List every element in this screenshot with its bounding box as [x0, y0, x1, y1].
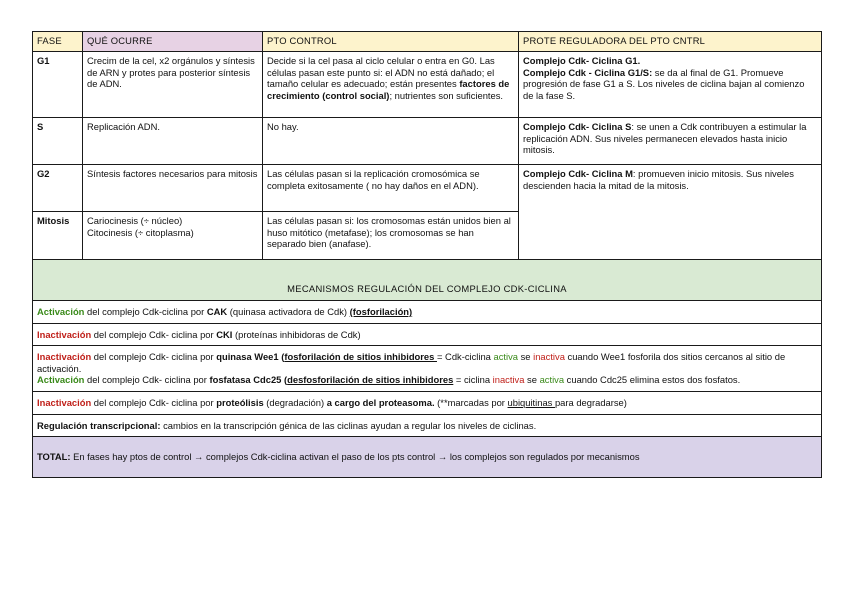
prote-g2: Complejo Cdk- Ciclina M: promueven inicio mitosis. Sus niveles descienden hacia la mitad de la mitosis.: [519, 165, 822, 260]
mech-row-proteolisis: [33, 391, 822, 414]
header-ocurre: QUÉ OCURRE: [83, 32, 263, 52]
header-control: PTO CONTROL: [263, 32, 519, 52]
mechanisms-title: MECANISMOS REGULACIÓN DEL COMPLEJO CDK-CICLINA: [33, 260, 822, 301]
mech-row-cak: [33, 301, 822, 324]
control-g1: Decide si la cel pasa al ciclo celular o entra en G0. Las células pasan este punto si: el ADN no está dañado; el tamaño celular es adecuado; están presentes factores de crecimiento (control social); nutrientes son suficientes.: [263, 52, 519, 118]
row-g2: [33, 165, 822, 212]
mech-row-cki: [33, 323, 822, 346]
total-text: TOTAL: En fases hay ptos de control → complejos Cdk-ciclina activan el paso de los pts control → los complejos son regulados por mecanismos: [33, 437, 822, 478]
ocurre-g2: Síntesis factores necesarios para mitosis: [83, 165, 263, 212]
ocurre-s: Replicación ADN.: [83, 118, 263, 165]
phase-s: S: [33, 118, 83, 165]
control-g2: Las células pasan si la replicación cromosómica se completa exitosamente ( no hay daños en el ADN).: [263, 165, 519, 212]
mech-transcripcional-text: Regulación transcripcional: cambios en la transcripción génica de las ciclinas ayudan a regular los niveles de ciclinas.: [33, 414, 822, 437]
header-prote: PROTE REGULADORA DEL PTO CNTRL: [519, 32, 822, 52]
phase-mitosis: Mitosis: [33, 212, 83, 260]
mech-proteolisis-text: Inactivación del complejo Cdk- ciclina por proteólisis (degradación) a cargo del proteasoma. (**marcadas por ubiquitinas para degradarse): [33, 391, 822, 414]
row-g1: [33, 52, 822, 118]
mech-row-wee1-cdc25: [33, 346, 822, 392]
header-fase: FASE: [33, 32, 83, 52]
mech-cak-text: Activación del complejo Cdk-ciclina por CAK (quinasa activadora de Cdk) (fosforilación): [33, 301, 822, 324]
control-mitosis: Las células pasan si: los cromosomas están unidos bien al huso mitótico (metafase); los cromosomas se han separado bien (anafase).: [263, 212, 519, 260]
mech-row-transcripcional: [33, 414, 822, 437]
ocurre-mitosis: Cariocinesis (÷ núcleo) Citocinesis (÷ citoplasma): [83, 212, 263, 260]
mech-cki-text: Inactivación del complejo Cdk- ciclina por CKI (proteínas inhibidoras de Cdk): [33, 323, 822, 346]
prote-s: Complejo Cdk- Ciclina S: se unen a Cdk contribuyen a estimular la replicación ADN. Sus niveles permanecen elevados hasta inicio mitosis.: [519, 118, 822, 165]
header-row: [33, 32, 822, 52]
control-s: No hay.: [263, 118, 519, 165]
total-row: [33, 437, 822, 478]
phase-g2: G2: [33, 165, 83, 212]
phase-g1: G1: [33, 52, 83, 118]
ocurre-g1: Crecim de la cel, x2 orgánulos y síntesis de ARN y protes para posterior síntesis de ADN.: [83, 52, 263, 118]
mech-wee1-cdc25-text: Inactivación del complejo Cdk- ciclina por quinasa Wee1 (fosforilación de sitios inhibidores = Cdk-ciclina activa se inactiva cuando Wee1 fosforila dos sitios cercanos al sitio de activación. Activación del complejo Cdk- ciclina por fosfatasa Cdc25 (desfosforilación de sitios inhibidores = ciclina inactiva se activa cuando Cdc25 elimina estos dos fosfatos.: [33, 346, 822, 392]
row-s: [33, 118, 822, 165]
mechanisms-band: [33, 260, 822, 301]
prote-g1: Complejo Cdk- Ciclina G1. Complejo Cdk - Ciclina G1/S: se da al final de G1. Promueve progresión de fase G1 a S. Los niveles de ciclina bajan al comienzo de la fase S.: [519, 52, 822, 118]
cell-cycle-table: [32, 31, 822, 478]
